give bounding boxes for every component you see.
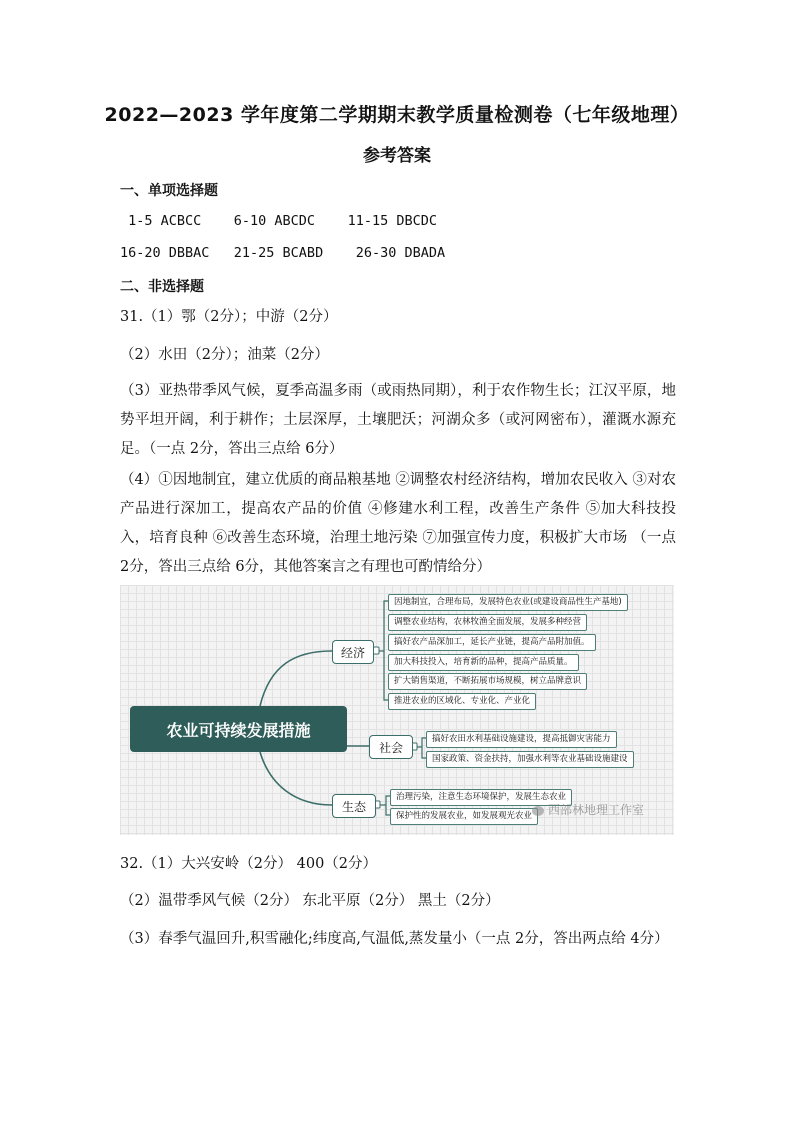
- economy-item: 推进农业的区域化、专业化、产业化: [388, 693, 536, 710]
- document-subtitle: 参考答案: [363, 146, 431, 166]
- answer-row-1: 1-5 ACBCC 6-10 ABCDC 11-15 DBCDC: [120, 213, 437, 229]
- watermark: [532, 801, 644, 818]
- q32-part1: 32.（1）大兴安岭（2分） 400（2分）: [120, 856, 378, 872]
- q31-part3: （3）亚热带季风气候，夏季高温多雨（或雨热同期），利于农作物生长；江汉平原，地势平坦开阔，利于耕作；土层深厚，土壤肥沃；河湖众多（或河网密布），灌溉水源充足。（一点 2分，答出三点给 6分）: [120, 383, 676, 457]
- branch-economy: 经济: [332, 640, 374, 664]
- q32-part3: （3）春季气温回升,积雪融化;纬度高,气温低,蒸发量小（一点 2分，答出两点给 4分）: [120, 931, 669, 947]
- branch-ecology: 生态: [332, 794, 376, 818]
- economy-item: 搞好农产品深加工，延长产业链，提高产品附加值。: [388, 634, 596, 651]
- connector-root-ecology: [260, 752, 332, 805]
- economy-item: 扩大销售渠道，不断拓展市场规模，树立品牌意识: [388, 673, 587, 690]
- q32-part2: （2）温带季风气候（2分） 东北平原（2分） 黑土（2分）: [120, 893, 500, 909]
- ecology-item: 治理污染，注意生态环境保护，发展生态农业: [390, 789, 572, 806]
- society-item: 搞好农田水利基础设施建设，提高抵御灾害能力: [426, 731, 617, 748]
- wechat-icon: [532, 806, 544, 816]
- q31-part2: （2）水田（2分）；油菜（2分）: [120, 347, 329, 363]
- mindmap-figure: [120, 585, 674, 835]
- economy-item: 因地制宜，合理布局，发展特色农业(或建设商品性生产基地): [388, 594, 628, 611]
- ecology-item: 保护性的发展农业，如发展观光农业: [390, 808, 538, 825]
- connector-root-economy: [260, 651, 332, 706]
- document-title: 2022—2023 学年度第二学期期末教学质量检测卷（七年级地理）: [104, 104, 690, 126]
- economy-item: 调整农业结构，农林牧渔全面发展，发展多种经营: [388, 614, 587, 631]
- q31-part1: 31.（1）鄂（2分）；中游（2分）: [120, 309, 338, 325]
- section2-heading: 二、非选择题: [120, 279, 204, 295]
- branch-society: 社会: [369, 735, 413, 759]
- mindmap-root: 农业可持续发展措施: [130, 706, 347, 752]
- watermark-text: 西部林地理工作室: [548, 803, 645, 817]
- section1-heading: 一、单项选择题: [120, 183, 218, 199]
- economy-item: 加大科技投入，培育新的品种，提高产品质量。: [388, 654, 579, 671]
- society-item: 国家政策、资金扶持，加强水利等农业基础设施建设: [426, 751, 634, 768]
- q31-part4: （4）①因地制宜，建立优质的商品粮基地 ②调整农村经济结构，增加农民收入 ③对农产品进行深加工，提高农产品的价值 ④修建水利工程，改善生产条件 ⑤加大科技投入，培育良种 ⑥改善生态环境，治理土地污染 ⑦加强宣传力度，积极扩大市场 （一点 2分，答出三点给 6分，其他答案言之有理也可酌情给分）: [120, 472, 676, 575]
- answer-row-2: 16-20 DBBAC 21-25 BCABD 26-30 DBADA: [120, 245, 446, 261]
